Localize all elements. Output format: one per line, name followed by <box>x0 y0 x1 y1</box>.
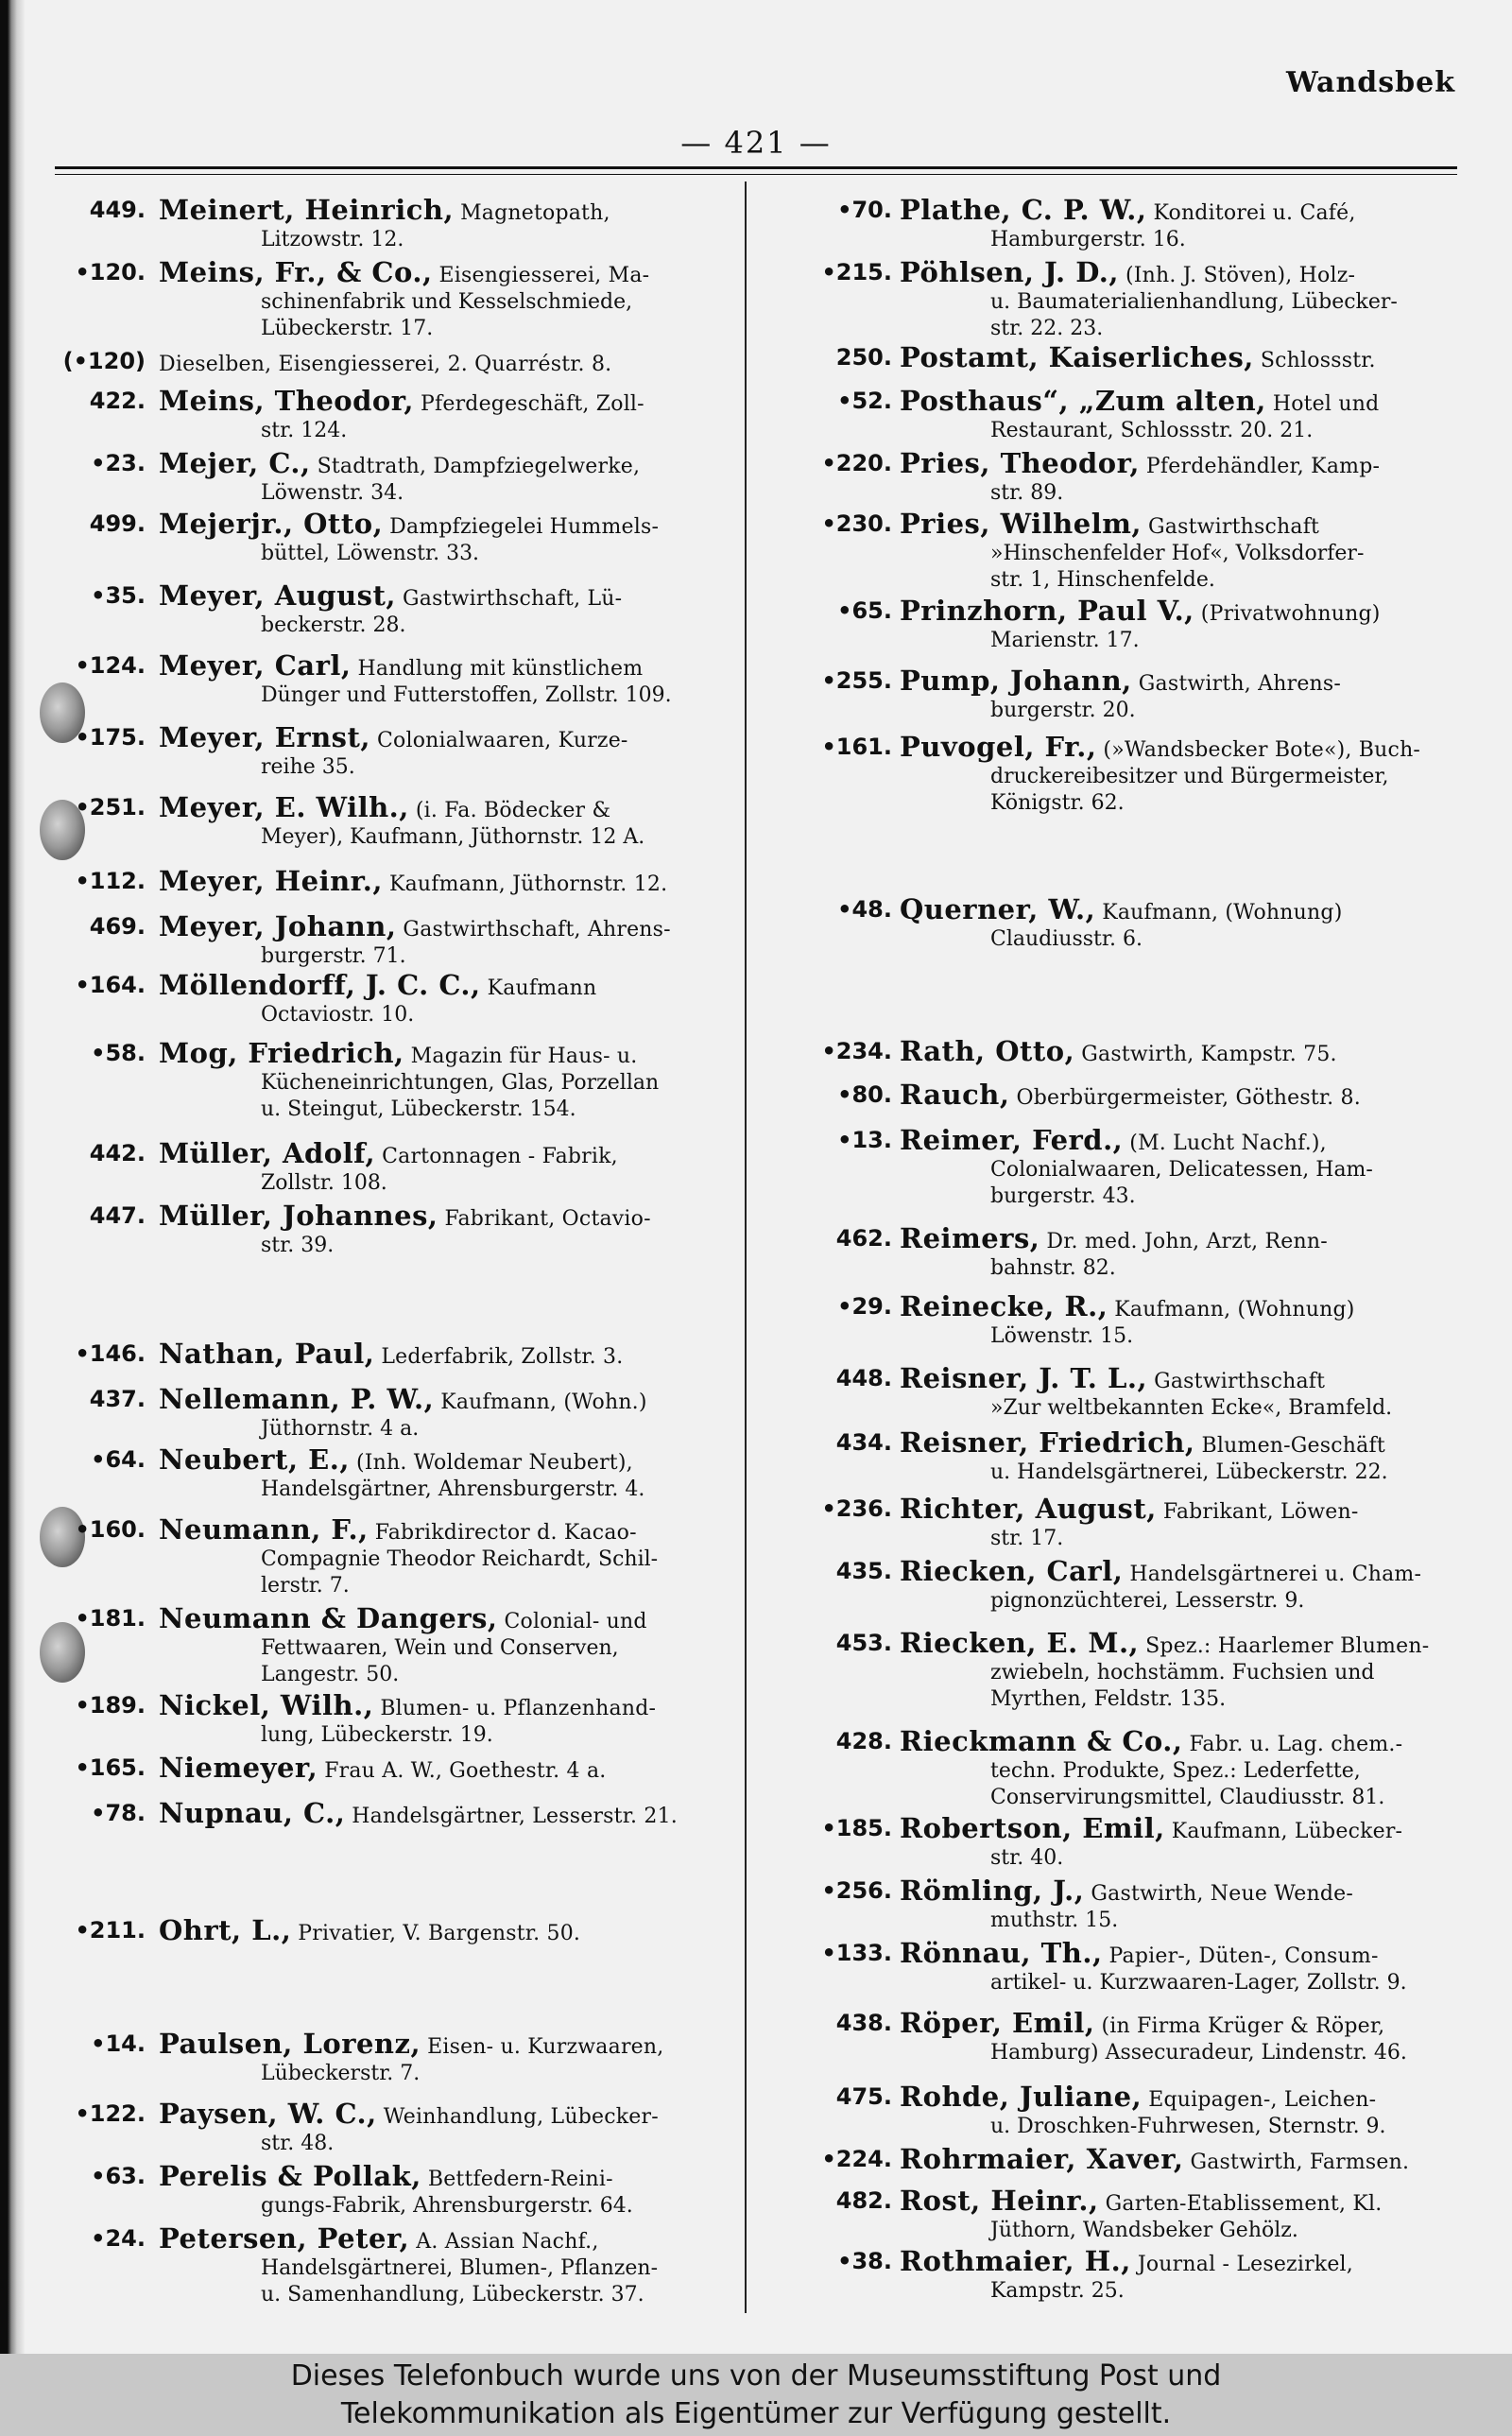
subscriber-number: 453. <box>835 1630 892 1656</box>
subscriber-number: 435. <box>835 1558 892 1584</box>
continuation-line: lerstr. 7. <box>261 1574 350 1598</box>
footer-line: Telekommunikation als Eigentümer zur Verfügung gestellt. <box>340 2397 1172 2430</box>
subscriber-number: 462. <box>835 1225 892 1252</box>
subscriber-number: •220. <box>821 450 892 476</box>
subscriber-description: Blumen-Geschäft <box>1201 1434 1385 1458</box>
subscriber-number: •63. <box>91 2163 146 2189</box>
subscriber-number: •65. <box>837 597 892 624</box>
continuation-line: Octaviostr. 10. <box>261 1003 415 1027</box>
subscriber-number: 499. <box>89 510 146 537</box>
subscriber-description: (Privatwohnung) <box>1200 602 1381 626</box>
subscriber-name: Möllendorff, J. C. C., <box>159 969 481 1001</box>
subscriber-description: Magazin für Haus- u. <box>410 1045 638 1068</box>
subscriber-name: Nellemann, P. W., <box>159 1383 435 1415</box>
continuation-line: Meyer), Kaufmann, Jüthornstr. 12 A. <box>261 825 645 849</box>
subscriber-number: •211. <box>75 1917 146 1944</box>
subscriber-number: •189. <box>75 1692 146 1719</box>
subscriber-name: Prinzhorn, Paul V., <box>900 595 1194 627</box>
subscriber-number: •35. <box>91 582 146 609</box>
continuation-line: Claudiusstr. 6. <box>990 927 1143 951</box>
subscriber-number: •224. <box>821 2146 892 2172</box>
subscriber-number: •236. <box>821 1495 892 1522</box>
subscriber-description: (»Wandsbecker Bote«), Buch- <box>1103 738 1421 762</box>
subscriber-name: Mog, Friedrich, <box>159 1037 404 1069</box>
subscriber-name: Rath, Otto, <box>900 1035 1075 1067</box>
header-city: Wandsbek <box>1285 66 1455 99</box>
continuation-line: Königstr. 62. <box>990 791 1125 815</box>
subscriber-name: Römling, J., <box>900 1875 1085 1907</box>
subscriber-description: Bettfedern-Reini- <box>427 2168 613 2191</box>
continuation-line: str. 1, Hinschenfelde. <box>990 568 1215 592</box>
subscriber-description: Cartonnagen - Fabrik, <box>382 1145 618 1168</box>
subscriber-name: Meyer, Johann, <box>159 910 397 942</box>
subscriber-description: Dr. med. John, Arzt, Renn- <box>1046 1230 1328 1253</box>
subscriber-number: •58. <box>91 1040 146 1066</box>
subscriber-name: Riecken, E. M., <box>900 1627 1140 1659</box>
subscriber-number: •255. <box>821 667 892 694</box>
continuation-line: zwiebeln, hochstämm. Fuchsien und <box>990 1661 1375 1684</box>
subscriber-number: 442. <box>89 1140 146 1166</box>
subscriber-description: Privatier, V. Bargenstr. 50. <box>298 1922 581 1945</box>
continuation-line: str. 17. <box>990 1527 1064 1550</box>
subscriber-number: •122. <box>75 2100 146 2127</box>
subscriber-number: 447. <box>89 1202 146 1229</box>
subscriber-number: 437. <box>89 1386 146 1412</box>
subscriber-number: 438. <box>835 2010 892 2036</box>
subscriber-number: •78. <box>91 1800 146 1826</box>
subscriber-description: Pferdegeschäft, Zoll- <box>421 392 644 416</box>
subscriber-number: •234. <box>821 1038 892 1064</box>
subscriber-number: 448. <box>835 1365 892 1391</box>
continuation-line: Kampstr. 25. <box>990 2279 1125 2303</box>
subscriber-description: Lederfabrik, Zollstr. 3. <box>381 1345 624 1369</box>
subscriber-description: Kaufmann, Lübecker- <box>1171 1820 1403 1843</box>
subscriber-description: Equipagen-, Leichen- <box>1148 2088 1377 2112</box>
continuation-line: Hamburgerstr. 16. <box>990 228 1186 251</box>
subscriber-description: Fabrikant, Octavio- <box>444 1207 651 1231</box>
subscriber-number: •230. <box>821 510 892 537</box>
subscriber-number: 475. <box>835 2083 892 2110</box>
continuation-line: burgerstr. 43. <box>990 1184 1136 1208</box>
subscriber-number: •181. <box>75 1605 146 1632</box>
subscriber-description: Gastwirth, Neue Wende- <box>1091 1882 1353 1906</box>
continuation-line: Marienstr. 17. <box>990 629 1140 652</box>
continuation-line: schinenfabrik und Kesselschmiede, <box>261 290 633 314</box>
subscriber-name: Neubert, E., <box>159 1443 350 1476</box>
subscriber-description: Frau A. W., Goethestr. 4 a. <box>324 1759 607 1783</box>
continuation-line: str. 48. <box>261 2132 335 2155</box>
subscriber-number: 482. <box>835 2187 892 2214</box>
subscriber-number: •120. <box>75 259 146 285</box>
subscriber-name: Rönnau, Th., <box>900 1937 1103 1969</box>
subscriber-number: •124. <box>75 652 146 679</box>
subscriber-number: 422. <box>89 388 146 414</box>
subscriber-description: Journal - Lesezirkel, <box>1137 2253 1353 2276</box>
continuation-line: Handelsgärtnerei, Blumen-, Pflanzen- <box>261 2256 659 2280</box>
subscriber-number: •160. <box>75 1516 146 1543</box>
continuation-line: str. 39. <box>261 1234 335 1257</box>
subscriber-description: Pferdehändler, Kamp- <box>1145 455 1381 478</box>
header-rule-thin <box>55 174 1457 175</box>
continuation-line: Dünger und Futterstoffen, Zollstr. 109. <box>261 683 672 707</box>
continuation-line: Zollstr. 108. <box>261 1171 387 1195</box>
subscriber-name: Meinert, Heinrich, <box>159 194 455 226</box>
subscriber-name: Rieckmann & Co., <box>900 1725 1183 1757</box>
subscriber-number: 434. <box>835 1429 892 1456</box>
subscriber-number: •112. <box>75 868 146 894</box>
continuation-line: büttel, Löwenstr. 33. <box>261 542 480 565</box>
subscriber-description: Dampfziegelei Hummels- <box>389 515 660 539</box>
subscriber-number: •185. <box>821 1815 892 1841</box>
continuation-line: Litzowstr. 12. <box>261 228 404 251</box>
subscriber-name: Neumann & Dangers, <box>159 1602 498 1634</box>
subscriber-name: Paysen, W. C., <box>159 2098 377 2130</box>
subscriber-name: Plathe, C. P. W., <box>900 194 1147 226</box>
subscriber-number: (•120) <box>62 348 146 374</box>
subscriber-description: Colonial- und <box>504 1610 647 1633</box>
subscriber-name: Mejerjr., Otto, <box>159 508 384 540</box>
subscriber-name: Neumann, F., <box>159 1513 369 1546</box>
continuation-line: burgerstr. 20. <box>990 699 1136 722</box>
subscriber-description: Papier-, Düten-, Consum- <box>1108 1944 1379 1968</box>
subscriber-number: 469. <box>89 913 146 940</box>
subscriber-number: •215. <box>821 259 892 285</box>
subscriber-description: Colonialwaaren, Kurze- <box>377 729 628 752</box>
subscriber-name: Rothmaier, H., <box>900 2245 1131 2277</box>
continuation-line: muthstr. 15. <box>990 1909 1119 1932</box>
subscriber-name: Nathan, Paul, <box>159 1338 375 1370</box>
continuation-line: Löwenstr. 34. <box>261 481 404 505</box>
subscriber-description: Blumen- u. Pflanzenhand- <box>380 1697 657 1720</box>
subscriber-description: Fabr. u. Lag. chem.- <box>1189 1733 1403 1756</box>
subscriber-description: Gastwirthschaft <box>1148 515 1320 539</box>
subscriber-name: Reimers, <box>900 1222 1040 1254</box>
subscriber-name: Posthaus“, „Zum alten, <box>900 385 1266 417</box>
subscriber-description: Handlung mit künstlichem <box>357 657 644 681</box>
subscriber-number: •165. <box>75 1754 146 1781</box>
continuation-line: »Hinschenfelder Hof«, Volksdorfer- <box>990 542 1365 565</box>
subscriber-description: Magnetopath, <box>460 201 610 225</box>
subscriber-name: Meins, Theodor, <box>159 385 415 417</box>
subscriber-name: Meyer, August, <box>159 579 396 612</box>
subscriber-description: Schlossstr. <box>1260 349 1376 372</box>
continuation-line: u. Droschken-Fuhrwesen, Sternstr. 9. <box>990 2115 1386 2138</box>
subscriber-description: Kaufmann, (Wohn.) <box>440 1391 647 1414</box>
header-rule <box>55 166 1457 169</box>
subscriber-number: •29. <box>837 1293 892 1320</box>
subscriber-description: Kaufmann, (Wohnung) <box>1114 1298 1355 1322</box>
subscriber-name: Müller, Adolf, <box>159 1137 376 1169</box>
subscriber-description: A. Assian Nachf., <box>416 2230 599 2254</box>
subscriber-name: Petersen, Peter, <box>159 2222 410 2255</box>
subscriber-name: Meyer, Carl, <box>159 649 352 682</box>
continuation-line: str. 124. <box>261 419 348 442</box>
subscriber-number: •38. <box>837 2248 892 2274</box>
continuation-line: Handelsgärtner, Ahrensburgerstr. 4. <box>261 1477 645 1501</box>
continuation-line: Lübeckerstr. 17. <box>261 317 434 340</box>
subscriber-name: Meyer, Heinr., <box>159 865 383 897</box>
continuation-line: Hamburg) Assecuradeur, Lindenstr. 46. <box>990 2041 1407 2065</box>
continuation-line: Fettwaaren, Wein und Conserven, <box>261 1636 619 1660</box>
continuation-line: lung, Lübeckerstr. 19. <box>261 1723 493 1747</box>
subscriber-number: •175. <box>75 724 146 751</box>
subscriber-description: Gastwirthschaft <box>1154 1370 1326 1393</box>
subscriber-description: Dieselben, Eisengiesserei, 2. Quarréstr. 8. <box>159 353 612 376</box>
continuation-line: Compagnie Theodor Reichardt, Schil- <box>261 1547 659 1571</box>
subscriber-description: Weinhandlung, Lübecker- <box>383 2105 659 2129</box>
continuation-line: Kücheneinrichtungen, Glas, Porzellan <box>261 1071 660 1095</box>
subscriber-description: Hotel und <box>1272 392 1380 416</box>
continuation-line: str. 40. <box>990 1846 1064 1870</box>
subscriber-name: Postamt, Kaiserliches, <box>900 341 1254 373</box>
subscriber-description: Oberbürgermeister, Göthestr. 8. <box>1016 1086 1361 1110</box>
subscriber-description: Kaufmann <box>487 976 597 1000</box>
column-divider <box>745 181 747 2313</box>
subscriber-number: •133. <box>821 1940 892 1966</box>
continuation-line: druckereibesitzer und Bürgermeister, <box>990 765 1389 788</box>
subscriber-number: •23. <box>91 450 146 476</box>
subscriber-name: Reisner, Friedrich, <box>900 1426 1195 1459</box>
subscriber-description: Gastwirthschaft, Ahrens- <box>403 918 671 942</box>
subscriber-description: Handelsgärtner, Lesserstr. 21. <box>352 1805 678 1828</box>
subscriber-description: Stadtrath, Dampfziegelwerke, <box>317 455 641 478</box>
subscriber-number: •64. <box>91 1446 146 1473</box>
subscriber-description: (in Firma Krüger & Röper, <box>1101 2014 1385 2038</box>
continuation-line: gungs-Fabrik, Ahrensburgerstr. 64. <box>261 2194 633 2218</box>
subscriber-number: •14. <box>91 2030 146 2057</box>
subscriber-number: •164. <box>75 972 146 998</box>
subscriber-description: Handelsgärtnerei u. Cham- <box>1129 1563 1422 1586</box>
subscriber-description: (Inh. Woldemar Neubert), <box>355 1451 633 1475</box>
subscriber-name: Paulsen, Lorenz, <box>159 2028 421 2060</box>
subscriber-number: 449. <box>89 197 146 223</box>
subscriber-number: •80. <box>837 1081 892 1108</box>
subscriber-description: Gastwirth, Farmsen. <box>1190 2151 1410 2174</box>
subscriber-description: Gastwirth, Kampstr. 75. <box>1081 1043 1337 1066</box>
subscriber-number: •146. <box>75 1340 146 1367</box>
continuation-line: reihe 35. <box>261 755 355 779</box>
subscriber-description: Gastwirth, Ahrens- <box>1138 672 1342 696</box>
footer-line: Dieses Telefonbuch wurde uns von der Museumsstiftung Post und <box>290 2359 1222 2393</box>
subscriber-name: Mejer, C., <box>159 447 311 479</box>
continuation-line: u. Baumaterialienhandlung, Lübecker- <box>990 290 1398 314</box>
continuation-line: str. 89. <box>990 481 1064 505</box>
subscriber-number: •256. <box>821 1877 892 1904</box>
subscriber-name: Meins, Fr., & Co., <box>159 256 433 288</box>
footer-notice <box>0 2354 1512 2436</box>
subscriber-number: 250. <box>835 344 892 371</box>
subscriber-name: Rohrmaier, Xaver, <box>900 2143 1184 2175</box>
subscriber-name: Meyer, E. Wilh., <box>159 791 409 823</box>
subscriber-number: •24. <box>91 2225 146 2252</box>
subscriber-name: Reinecke, R., <box>900 1290 1108 1322</box>
subscriber-description: Kaufmann, (Wohnung) <box>1102 901 1343 924</box>
subscriber-name: Riecken, Carl, <box>900 1555 1124 1587</box>
subscriber-name: Nickel, Wilh., <box>159 1689 374 1721</box>
subscriber-name: Niemeyer, <box>159 1752 318 1784</box>
continuation-line: Löwenstr. 15. <box>990 1324 1134 1348</box>
subscriber-description: Garten-Etablissement, Kl. <box>1105 2192 1383 2216</box>
subscriber-name: Reisner, J. T. L., <box>900 1362 1148 1394</box>
subscriber-name: Robertson, Emil, <box>900 1812 1165 1844</box>
continuation-line: artikel- u. Kurzwaaren-Lager, Zollstr. 9. <box>990 1971 1407 1995</box>
subscriber-name: Pries, Theodor, <box>900 447 1140 479</box>
subscriber-number: •13. <box>837 1127 892 1153</box>
subscriber-description: (i. Fa. Bödecker & <box>415 799 611 822</box>
subscriber-name: Pump, Johann, <box>900 665 1132 697</box>
subscriber-name: Pries, Wilhelm, <box>900 508 1142 540</box>
continuation-line: Colonialwaaren, Delicatessen, Ham- <box>990 1158 1373 1182</box>
subscriber-name: Reimer, Ferd., <box>900 1124 1124 1156</box>
subscriber-name: Rost, Heinr., <box>900 2185 1099 2217</box>
subscriber-name: Rauch, <box>900 1079 1010 1111</box>
continuation-line: burgerstr. 71. <box>261 944 406 968</box>
continuation-line: bahnstr. 82. <box>990 1256 1116 1280</box>
continuation-line: Langestr. 50. <box>261 1663 400 1686</box>
subscriber-description: Fabrikant, Löwen- <box>1162 1500 1359 1524</box>
subscriber-name: Meyer, Ernst, <box>159 721 370 753</box>
continuation-line: pignonzüchterei, Lesserstr. 9. <box>990 1589 1305 1613</box>
continuation-line: u. Samenhandlung, Lübeckerstr. 37. <box>261 2283 644 2306</box>
subscriber-number: 428. <box>835 1728 892 1754</box>
subscriber-name: Pöhlsen, J. D., <box>900 256 1119 288</box>
subscriber-name: Nupnau, C., <box>159 1797 346 1829</box>
subscriber-name: Röper, Emil, <box>900 2007 1095 2039</box>
continuation-line: Jüthorn, Wandsbeker Gehölz. <box>990 2219 1298 2242</box>
subscriber-description: Gastwirthschaft, Lü- <box>402 587 623 611</box>
subscriber-description: Eisengiesserei, Ma- <box>438 264 650 287</box>
subscriber-name: Puvogel, Fr., <box>900 731 1097 763</box>
continuation-line: »Zur weltbekannten Ecke«, Bramfeld. <box>990 1396 1393 1420</box>
subscriber-description: Konditorei u. Café, <box>1153 201 1356 225</box>
continuation-line: str. 22. 23. <box>990 317 1104 340</box>
subscriber-name: Richter, August, <box>900 1493 1157 1525</box>
continuation-line: techn. Produkte, Spez.: Lederfette, <box>990 1759 1361 1783</box>
continuation-line: Restaurant, Schlossstr. 20. 21. <box>990 419 1314 442</box>
subscriber-name: Perelis & Pollak, <box>159 2160 421 2192</box>
continuation-line: Jüthornstr. 4 a. <box>261 1417 420 1441</box>
binding-edge <box>0 0 25 2354</box>
continuation-line: beckerstr. 28. <box>261 613 406 637</box>
subscriber-number: •48. <box>837 896 892 923</box>
subscriber-number: •251. <box>75 794 146 821</box>
subscriber-name: Querner, W., <box>900 893 1096 925</box>
subscriber-name: Ohrt, L., <box>159 1914 292 1946</box>
subscriber-description: Eisen- u. Kurzwaaren, <box>427 2035 664 2059</box>
subscriber-description: Spez.: Haarlemer Blumen- <box>1145 1634 1430 1658</box>
subscriber-description: Kaufmann, Jüthornstr. 12. <box>388 872 668 896</box>
subscriber-name: Rohde, Juliane, <box>900 2081 1143 2113</box>
continuation-line: Conservirungsmittel, Claudiusstr. 81. <box>990 1786 1385 1809</box>
page-number: — 421 — <box>680 125 832 161</box>
continuation-line: u. Steingut, Lübeckerstr. 154. <box>261 1097 576 1121</box>
continuation-line: Lübeckerstr. 7. <box>261 2062 421 2085</box>
continuation-line: Myrthen, Feldstr. 135. <box>990 1687 1227 1711</box>
subscriber-number: •70. <box>837 197 892 223</box>
subscriber-description: Fabrikdirector d. Kacao- <box>374 1521 637 1545</box>
subscriber-description: (M. Lucht Nachf.), <box>1129 1132 1327 1155</box>
subscriber-number: •161. <box>821 734 892 760</box>
subscriber-number: •52. <box>837 388 892 414</box>
subscriber-name: Müller, Johannes, <box>159 1200 438 1232</box>
subscriber-description: (Inh. J. Stöven), Holz- <box>1125 264 1356 287</box>
continuation-line: u. Handelsgärtnerei, Lübeckerstr. 22. <box>990 1460 1388 1484</box>
